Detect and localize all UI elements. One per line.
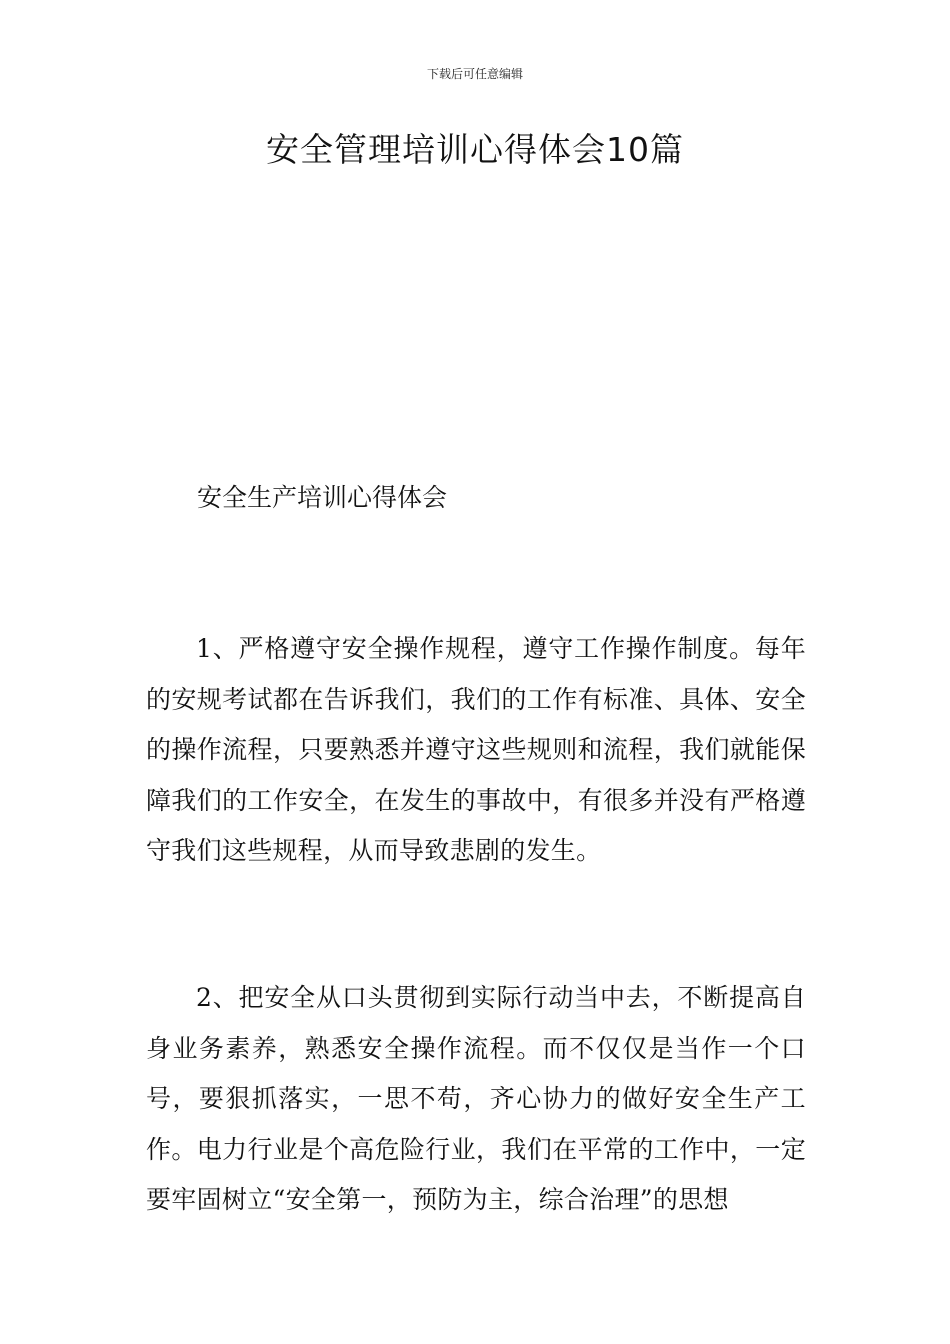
paragraph-2: 2、把安全从口头贯彻到实际行动当中去，不断提高自身业务素养，熟悉安全操作流程。而不仅仅是当作一个口号，要狠抓落实，一思不苟，齐心协力的做好安全生产工作。电力行业是个高危险行业，我们在平常的工作中，一定要牢固树立“安全第一，预防为主，综合治理”的思想: [146, 983, 806, 1215]
document-title: 安全管理培训心得体会10篇: [266, 130, 684, 169]
paragraph-1: 1、严格遵守安全操作规程，遵守工作操作制度。每年的安规考试都在告诉我们，我们的工作有标准、具体、安全的操作流程，只要熟悉并遵守这些规则和流程，我们就能保障我们的工作安全，在发生的事故中，有很多并没有严格遵守我们这些规程，从而导致悲剧的发生。: [146, 634, 806, 866]
header-note: 下载后可任意编辑: [426, 67, 523, 81]
section-title: 安全生产培训心得体会: [197, 483, 448, 512]
